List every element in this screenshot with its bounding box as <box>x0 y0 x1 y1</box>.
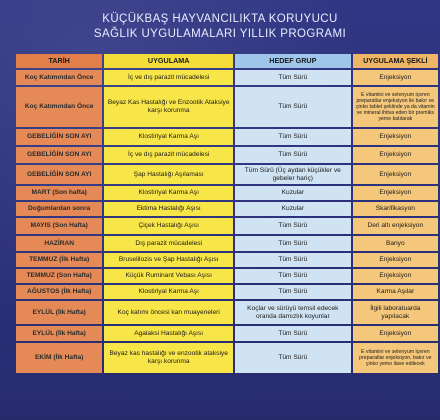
header-hedef-grup: HEDEF GRUP <box>235 54 351 68</box>
table-row <box>16 269 438 283</box>
table-row <box>16 253 438 267</box>
cell-hedef-grup: Tüm Sürü <box>235 285 351 299</box>
cell-uygulama-sekli: Enjeksiyon <box>353 186 438 200</box>
cell-uygulama-sekli: Enjeksiyon <box>353 70 438 85</box>
cell-uygulama: İç ve dış parazit mücadelesi <box>104 147 233 163</box>
cell-uygulama: İç ve dış parazit mücadelesi <box>104 70 233 85</box>
table-row <box>16 87 438 127</box>
cell-uygulama: Bruselilozis ve Şap Hastalığı Aşısı <box>104 253 233 267</box>
cell-uygulama-sekli: Banyo <box>353 236 438 251</box>
cell-uygulama: Agalaksi Hastalığı Aşısı <box>104 326 233 341</box>
cell-tarih: Koç Katımından Önce <box>16 70 102 85</box>
title-line-2: SAĞLIK UYGULAMALARI YILLIK PROGRAMI <box>93 28 347 40</box>
table-row <box>16 165 438 184</box>
table-row <box>16 147 438 163</box>
page-title <box>0 12 440 42</box>
table-header-row <box>16 54 438 68</box>
cell-tarih: GEBELİĞİN SON AYI <box>16 129 102 145</box>
cell-tarih: TEMMUZ (İlk Hafta) <box>16 253 102 267</box>
cell-uygulama-sekli: Karma Aşılar <box>353 285 438 299</box>
cell-uygulama-sekli: E vitamini ve selenyum içeren preparatlar enjeksiyon ile bakır ve çinko tablet şeklinde ya da vitamin ve mineral ihtiva eden bir premiks yeme katılarak <box>353 87 438 127</box>
cell-hedef-grup: Kuzular <box>235 186 351 200</box>
table-row <box>16 236 438 251</box>
cell-hedef-grup: Tüm Sürü <box>235 70 351 85</box>
cell-uygulama: Şap Hastalığı Aşılaması <box>104 165 233 184</box>
header-uygulama-sekli: UYGULAMA ŞEKLİ <box>353 54 438 68</box>
cell-uygulama: Ektima Hastalığı Aşısı <box>104 202 233 216</box>
cell-uygulama: Dış parazit mücadelesi <box>104 236 233 251</box>
title-line-1: KÜÇÜKBAŞ HAYVANCILIKTA KORUYUCU <box>102 13 338 25</box>
cell-hedef-grup: Koçlar ve sürüyü temsil edecek oranda damızlık koyunlar <box>235 301 351 324</box>
cell-uygulama-sekli: E vitamini ve selenyum içeren preparatlar enjeksiyon, bakır ve çinko yemo ilave edilecek <box>353 343 438 373</box>
table-row <box>16 129 438 145</box>
table-row <box>16 218 438 234</box>
schedule-table <box>14 52 440 375</box>
cell-tarih: AĞUSTOS (İlk Hafta) <box>16 285 102 299</box>
cell-uygulama-sekli: Enjeksiyon <box>353 253 438 267</box>
cell-uygulama-sekli: Enjeksiyon <box>353 269 438 283</box>
cell-hedef-grup: Tüm Sürü <box>235 253 351 267</box>
table-row <box>16 186 438 200</box>
table-row <box>16 202 438 216</box>
cell-uygulama: Küçük Ruminant Vebası Aşısı <box>104 269 233 283</box>
cell-uygulama: Klostiriyal Karma Aşı <box>104 285 233 299</box>
cell-tarih: GEBELİĞİN SON AYI <box>16 147 102 163</box>
cell-hedef-grup: Tüm Sürü <box>235 236 351 251</box>
cell-uygulama: Klostiriyal Karma Aşı <box>104 186 233 200</box>
cell-hedef-grup: Kuzular <box>235 202 351 216</box>
table-row <box>16 343 438 373</box>
cell-hedef-grup: Tüm Sürü <box>235 147 351 163</box>
cell-hedef-grup: Tüm Sürü <box>235 218 351 234</box>
cell-uygulama: Klostiriyal Karma Aşı <box>104 129 233 145</box>
cell-uygulama: Çiçek Hastalığı Aşısı <box>104 218 233 234</box>
cell-uygulama: Koç katımı öncesi kan muayeneleri <box>104 301 233 324</box>
cell-uygulama-sekli: Enjeksiyon <box>353 165 438 184</box>
header-tarih: TARİH <box>16 54 102 68</box>
cell-hedef-grup: Tüm Sürü <box>235 343 351 373</box>
cell-tarih: EYLÜL (İlk Hafta) <box>16 301 102 324</box>
cell-uygulama-sekli: Skarifikasyon <box>353 202 438 216</box>
cell-uygulama-sekli: Enjeksiyon <box>353 326 438 341</box>
cell-tarih: Doğumlardan sonra <box>16 202 102 216</box>
cell-hedef-grup: Tüm Sürü <box>235 87 351 127</box>
cell-hedef-grup: Tüm Sürü <box>235 326 351 341</box>
cell-tarih: TEMMUZ (Son Hafta) <box>16 269 102 283</box>
table-row <box>16 301 438 324</box>
table-row <box>16 285 438 299</box>
cell-tarih: Koç Katımından Önce <box>16 87 102 127</box>
cell-hedef-grup: Tüm Sürü <box>235 129 351 145</box>
cell-hedef-grup: Tüm Sürü <box>235 269 351 283</box>
cell-uygulama-sekli: İlgili laboratuarda yapılacak <box>353 301 438 324</box>
cell-tarih: MART (Son hafta) <box>16 186 102 200</box>
table-row <box>16 326 438 341</box>
cell-uygulama: Beyaz Kas Hastalığı ve Enzootik Ataksiye karşı korunma <box>104 87 233 127</box>
cell-uygulama-sekli: Enjeksiyon <box>353 147 438 163</box>
cell-tarih: HAZİRAN <box>16 236 102 251</box>
cell-uygulama-sekli: Deri altı enjeksiyon <box>353 218 438 234</box>
cell-tarih: EKİM (İlk Hafta) <box>16 343 102 373</box>
cell-hedef-grup: Tüm Sürü (Üç aydan küçükler ve gebeler hariç) <box>235 165 351 184</box>
cell-uygulama: Beyaz kas hastalığı ve enzootik ataksiye karşı korunma <box>104 343 233 373</box>
cell-tarih: EYLÜL (İlk Hafta) <box>16 326 102 341</box>
cell-tarih: MAYIS (Son Hafta) <box>16 218 102 234</box>
header-uygulama: UYGULAMA <box>104 54 233 68</box>
table-row <box>16 70 438 85</box>
cell-uygulama-sekli: Enjeksiyon <box>353 129 438 145</box>
cell-tarih: GEBELİĞİN SON AYI <box>16 165 102 184</box>
